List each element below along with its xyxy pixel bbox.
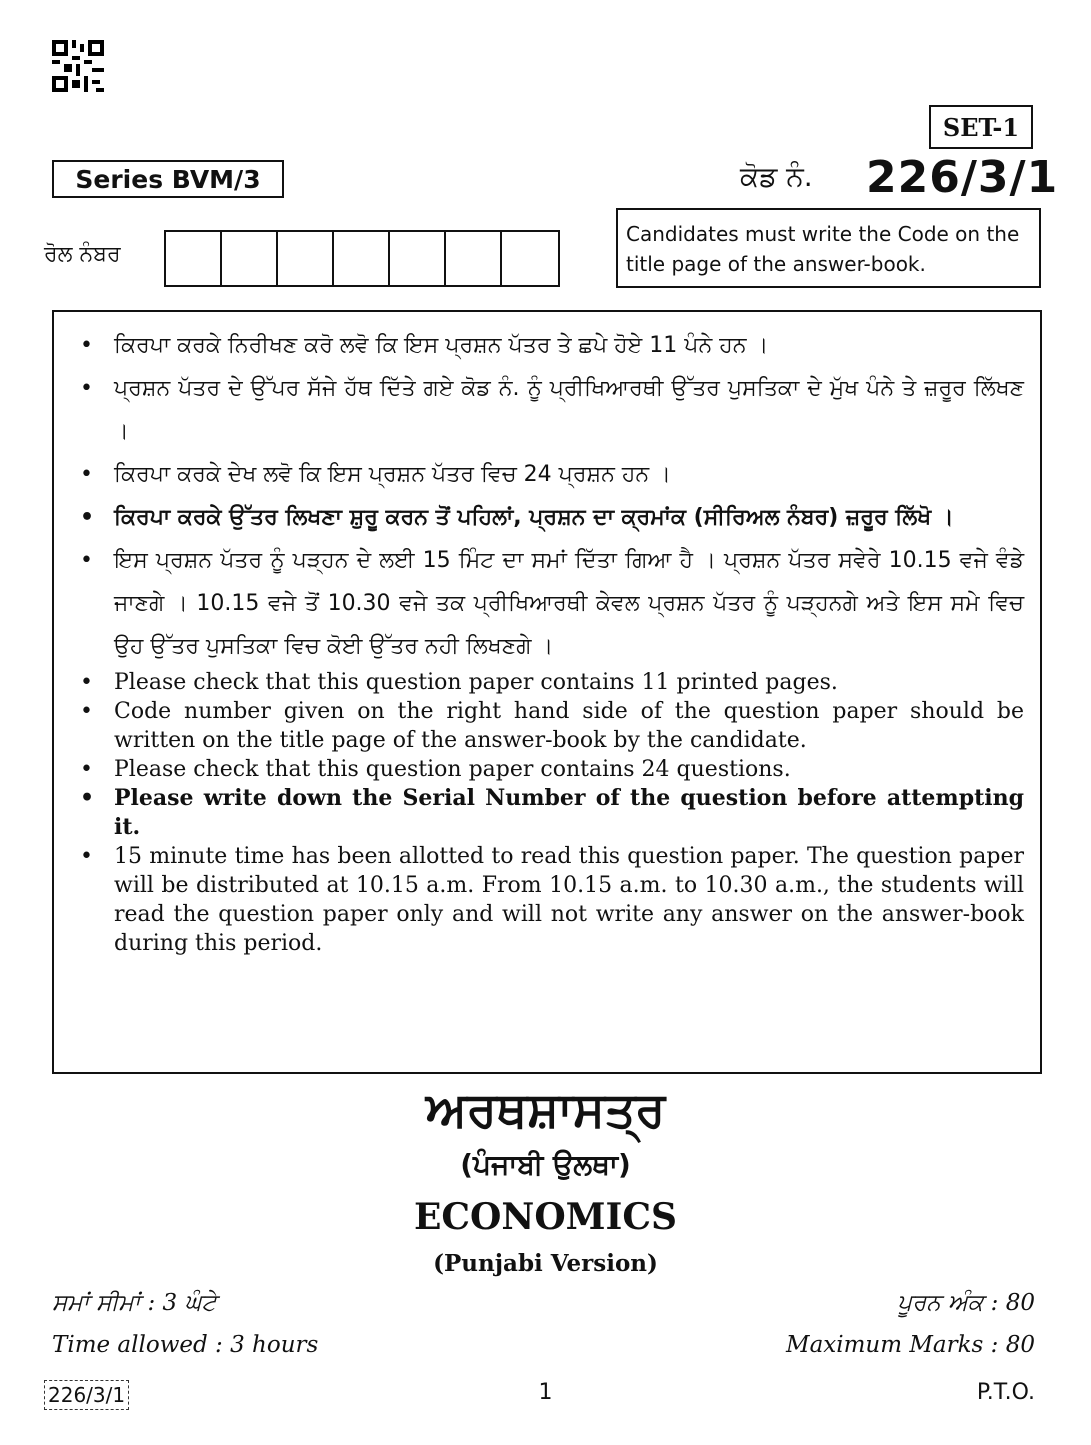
time-allowed-english: Time allowed : 3 hours xyxy=(52,1332,319,1358)
roll-number-cell[interactable] xyxy=(278,232,334,285)
candidate-note: Candidates must write the Code on the title page of the answer-book. xyxy=(616,208,1041,288)
qr-code-icon xyxy=(52,40,104,92)
instruction-item: • Code number given on the right hand side of the question paper should be written on the title page of the answer-book by the candidate. xyxy=(74,697,1024,755)
instruction-item: • ਕਿਰਪਾ ਕਰਕੇ ਉੱਤਰ ਲਿਖਣਾ ਸ਼ੁਰੂ ਕਰਨ ਤੋਂ ਪਹਿਲਾਂ, ਪ੍ਰਸ਼ਨ ਦਾ ਕ੍ਰਮਾਂਕ (ਸੀਰਿਅਲ ਨੰਬਰ) ਜ਼ਰੂਰ ਲਿੱਖੋ । xyxy=(74,496,1024,539)
time-allowed-punjabi: ਸਮਾਂ ਸੀਮਾਂ : 3 ਘੰਟੇ xyxy=(52,1290,217,1316)
code-label: ਕੋਡ ਨੰ. xyxy=(740,160,813,193)
pto-label: P.T.O. xyxy=(976,1380,1035,1405)
subject-title-english: ECONOMICS xyxy=(413,1196,678,1238)
max-marks-english: Maximum Marks : 80 xyxy=(786,1332,1035,1358)
subject-version-punjabi: (ਪੰਜਾਬੀ ਉਲਥਾ) xyxy=(460,1148,631,1181)
set-label: SET-1 xyxy=(929,105,1033,149)
subject-version-english: (Punjabi Version) xyxy=(433,1250,658,1277)
roll-number-label: ਰੋਲ ਨੰਬਰ xyxy=(44,242,121,267)
instruction-item: • Please write down the Serial Number of the question before attempting it. xyxy=(74,784,1024,842)
instruction-item: • ਕਿਰਪਾ ਕਰਕੇ ਦੇਖ ਲਵੋ ਕਿ ਇਸ ਪ੍ਰਸ਼ਨ ਪੱਤਰ ਵਿਚ 24 ਪ੍ਰਸ਼ਨ ਹਨ । xyxy=(74,453,1024,496)
instruction-item: • ਇਸ ਪ੍ਰਸ਼ਨ ਪੱਤਰ ਨੂੰ ਪੜ੍ਹਨ ਦੇ ਲਈ 15 ਮਿੰਟ ਦਾ ਸਮਾਂ ਦਿੱਤਾ ਗਿਆ ਹੈ । ਪ੍ਰਸ਼ਨ ਪੱਤਰ ਸਵੇਰੇ 10.15 ਵਜੇ ਵੰਡੇ ਜਾਣਗੇ । 10.15 ਵਜੇ ਤੋਂ 10.30 ਵਜੇ ਤਕ ਪ੍ਰੀਖਿਆਰਥੀ ਕੇਵਲ ਪ੍ਰਸ਼ਨ ਪੱਤਰ ਨੂੰ ਪੜ੍ਹਨਗੇ ਅਤੇ ਇਸ ਸਮੇ ਵਿਚ ਉਹ ਉੱਤਰ ਪੁਸਤਿਕਾ ਵਿਚ ਕੋਈ ਉੱਤਰ ਨਹੀ ਲਿਖਣਗੇ । xyxy=(74,539,1024,668)
roll-number-boxes[interactable] xyxy=(164,230,560,287)
roll-number-cell[interactable] xyxy=(334,232,390,285)
roll-number-cell[interactable] xyxy=(446,232,502,285)
instruction-item: • 15 minute time has been allotted to read this question paper. The question paper will be distributed at 10.15 a.m. From 10.15 a.m. to 10.30 a.m., the students will read the question paper only and will not write any answer on the answer-book during this period. xyxy=(74,842,1024,958)
page-number: 1 xyxy=(538,1380,553,1405)
instruction-item: • Please check that this question paper contains 11 printed pages. xyxy=(74,668,1024,697)
instructions-punjabi xyxy=(74,324,1024,668)
roll-number-cell[interactable] xyxy=(502,232,558,285)
max-marks-punjabi: ਪੂਰਨ ਅੰਕ : 80 xyxy=(897,1290,1035,1316)
instruction-item: • ਕਿਰਪਾ ਕਰਕੇ ਨਿਰੀਖਣ ਕਰੋ ਲਵੋ ਕਿ ਇਸ ਪ੍ਰਸ਼ਨ ਪੱਤਰ ਤੇ ਛਪੇ ਹੋਏ 11 ਪੰਨੇ ਹਨ । xyxy=(74,324,1024,367)
footer-code: 226/3/1 xyxy=(44,1380,129,1410)
instruction-item: • ਪ੍ਰਸ਼ਨ ਪੱਤਰ ਦੇ ਉੱਪਰ ਸੱਜੇ ਹੱਥ ਦਿੱਤੇ ਗਏ ਕੋਡ ਨੰ. ਨੂੰ ਪ੍ਰੀਖਿਆਰਥੀ ਉੱਤਰ ਪੁਸਤਿਕਾ ਦੇ ਮੁੱਖ ਪੰਨੇ ਤੇ ਜ਼ਰੂਰ ਲਿੱਖਣ । xyxy=(74,367,1024,453)
instructions-english xyxy=(74,668,1024,958)
roll-number-cell[interactable] xyxy=(222,232,278,285)
roll-number-cell[interactable] xyxy=(166,232,222,285)
instructions-box xyxy=(52,310,1042,1074)
instruction-item: • Please check that this question paper contains 24 questions. xyxy=(74,755,1024,784)
subject-title-punjabi: ਅਰਥਸ਼ਾਸਤ੍ਰ xyxy=(425,1082,666,1138)
roll-number-cell[interactable] xyxy=(390,232,446,285)
series-label: Series BVM/3 xyxy=(52,160,284,198)
paper-code: 226/3/1 xyxy=(866,152,1059,203)
